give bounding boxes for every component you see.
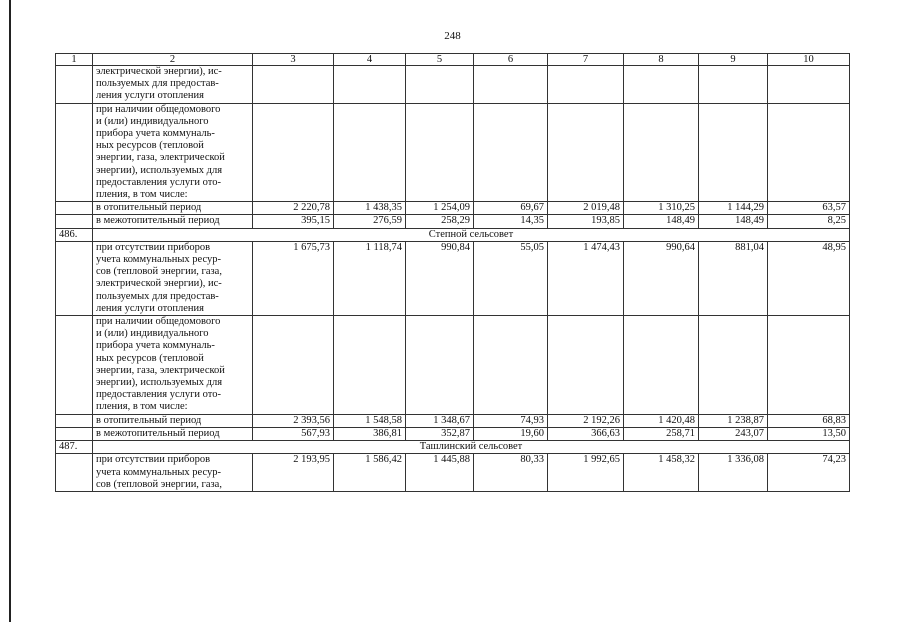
value-cell: 1 675,73 bbox=[253, 241, 334, 315]
row-number bbox=[56, 414, 93, 427]
section-row bbox=[56, 441, 850, 454]
value-cell bbox=[548, 66, 624, 104]
row-description: при наличии общедомового и (или) индивидуального прибора учета коммуналь- ных ресурсов (тепловой энергии, газа, электрической энергии), используемых для предоставления услуги ото- пления, в том числе: bbox=[93, 103, 253, 202]
row-number bbox=[56, 103, 93, 202]
value-cell bbox=[334, 316, 406, 415]
table-row bbox=[56, 215, 850, 228]
value-cell: 69,67 bbox=[474, 202, 548, 215]
value-cell: 1 548,58 bbox=[334, 414, 406, 427]
value-cell: 2 193,95 bbox=[253, 454, 334, 492]
value-cell: 2 393,56 bbox=[253, 414, 334, 427]
column-number: 3 bbox=[253, 54, 334, 66]
value-cell: 1 254,09 bbox=[406, 202, 474, 215]
value-cell: 193,85 bbox=[548, 215, 624, 228]
value-cell: 1 420,48 bbox=[624, 414, 699, 427]
value-cell: 366,63 bbox=[548, 427, 624, 440]
tariff-table bbox=[55, 53, 850, 492]
row-number bbox=[56, 66, 93, 104]
value-cell bbox=[699, 103, 768, 202]
column-number: 4 bbox=[334, 54, 406, 66]
value-cell: 74,23 bbox=[768, 454, 850, 492]
value-cell: 19,60 bbox=[474, 427, 548, 440]
row-description: при отсутствии приборов учета коммунальных ресур- сов (тепловой энергии, газа, электрической энергии), ис- пользуемых для предостав- ления услуги отопления bbox=[93, 241, 253, 315]
value-cell bbox=[768, 316, 850, 415]
value-cell: 1 445,88 bbox=[406, 454, 474, 492]
table-body bbox=[56, 54, 850, 492]
table-row bbox=[56, 202, 850, 215]
value-cell bbox=[474, 103, 548, 202]
value-cell: 13,50 bbox=[768, 427, 850, 440]
value-cell bbox=[406, 66, 474, 104]
value-cell: 276,59 bbox=[334, 215, 406, 228]
value-cell: 990,84 bbox=[406, 241, 474, 315]
row-number bbox=[56, 454, 93, 492]
value-cell: 1 458,32 bbox=[624, 454, 699, 492]
section-title: Ташлинский сельсовет bbox=[93, 441, 850, 454]
value-cell: 80,33 bbox=[474, 454, 548, 492]
table-row bbox=[56, 414, 850, 427]
value-cell: 1 474,43 bbox=[548, 241, 624, 315]
value-cell bbox=[334, 103, 406, 202]
section-row bbox=[56, 228, 850, 241]
row-description: при отсутствии приборов учета коммунальных ресур- сов (тепловой энергии, газа, bbox=[93, 454, 253, 492]
left-margin-rule bbox=[9, 0, 11, 622]
column-number: 8 bbox=[624, 54, 699, 66]
column-number: 7 bbox=[548, 54, 624, 66]
value-cell: 55,05 bbox=[474, 241, 548, 315]
table-row bbox=[56, 103, 850, 202]
value-cell: 1 118,74 bbox=[334, 241, 406, 315]
value-cell: 1 310,25 bbox=[624, 202, 699, 215]
value-cell bbox=[548, 103, 624, 202]
row-description: в межотопительный период bbox=[93, 427, 253, 440]
value-cell: 14,35 bbox=[474, 215, 548, 228]
header-row bbox=[56, 54, 850, 66]
value-cell: 258,29 bbox=[406, 215, 474, 228]
column-number: 10 bbox=[768, 54, 850, 66]
value-cell: 2 019,48 bbox=[548, 202, 624, 215]
value-cell: 386,81 bbox=[334, 427, 406, 440]
value-cell bbox=[406, 103, 474, 202]
value-cell: 8,25 bbox=[768, 215, 850, 228]
value-cell: 395,15 bbox=[253, 215, 334, 228]
value-cell: 352,87 bbox=[406, 427, 474, 440]
row-number: 486. bbox=[56, 228, 93, 241]
value-cell: 1 586,42 bbox=[334, 454, 406, 492]
value-cell: 243,07 bbox=[699, 427, 768, 440]
value-cell bbox=[624, 103, 699, 202]
row-description: в межотопительный период bbox=[93, 215, 253, 228]
row-description: в отопительный период bbox=[93, 202, 253, 215]
row-description: электрической энергии), ис- пользуемых для предостав- ления услуги отопления bbox=[93, 66, 253, 104]
value-cell: 567,93 bbox=[253, 427, 334, 440]
value-cell: 1 144,29 bbox=[699, 202, 768, 215]
value-cell bbox=[699, 66, 768, 104]
row-number: 487. bbox=[56, 441, 93, 454]
column-number: 9 bbox=[699, 54, 768, 66]
value-cell bbox=[768, 103, 850, 202]
value-cell: 148,49 bbox=[699, 215, 768, 228]
value-cell bbox=[624, 66, 699, 104]
value-cell bbox=[474, 66, 548, 104]
value-cell: 881,04 bbox=[699, 241, 768, 315]
row-number bbox=[56, 427, 93, 440]
value-cell: 1 238,87 bbox=[699, 414, 768, 427]
value-cell bbox=[406, 316, 474, 415]
page-number: 248 bbox=[444, 30, 461, 42]
column-number: 1 bbox=[56, 54, 93, 66]
table-row bbox=[56, 66, 850, 104]
value-cell: 74,93 bbox=[474, 414, 548, 427]
value-cell bbox=[253, 316, 334, 415]
value-cell bbox=[548, 316, 624, 415]
row-number bbox=[56, 215, 93, 228]
row-number bbox=[56, 316, 93, 415]
value-cell: 68,83 bbox=[768, 414, 850, 427]
row-number bbox=[56, 241, 93, 315]
value-cell bbox=[699, 316, 768, 415]
section-title: Степной сельсовет bbox=[93, 228, 850, 241]
value-cell bbox=[253, 103, 334, 202]
value-cell: 48,95 bbox=[768, 241, 850, 315]
value-cell: 2 192,26 bbox=[548, 414, 624, 427]
value-cell: 1 438,35 bbox=[334, 202, 406, 215]
column-number: 5 bbox=[406, 54, 474, 66]
value-cell bbox=[624, 316, 699, 415]
value-cell bbox=[253, 66, 334, 104]
table-row bbox=[56, 241, 850, 315]
value-cell: 148,49 bbox=[624, 215, 699, 228]
value-cell: 63,57 bbox=[768, 202, 850, 215]
row-description: в отопительный период bbox=[93, 414, 253, 427]
table-row bbox=[56, 454, 850, 492]
value-cell: 1 348,67 bbox=[406, 414, 474, 427]
value-cell: 2 220,78 bbox=[253, 202, 334, 215]
row-number bbox=[56, 202, 93, 215]
row-description: при наличии общедомового и (или) индивидуального прибора учета коммуналь- ных ресурсов (тепловой энергии, газа, электрической энергии), используемых для предоставления услуги ото- пления, в том числе: bbox=[93, 316, 253, 415]
value-cell bbox=[768, 66, 850, 104]
value-cell: 1 992,65 bbox=[548, 454, 624, 492]
value-cell bbox=[334, 66, 406, 104]
table-row bbox=[56, 316, 850, 415]
column-number: 6 bbox=[474, 54, 548, 66]
column-number: 2 bbox=[93, 54, 253, 66]
value-cell: 990,64 bbox=[624, 241, 699, 315]
value-cell: 1 336,08 bbox=[699, 454, 768, 492]
value-cell bbox=[474, 316, 548, 415]
value-cell: 258,71 bbox=[624, 427, 699, 440]
table-row bbox=[56, 427, 850, 440]
